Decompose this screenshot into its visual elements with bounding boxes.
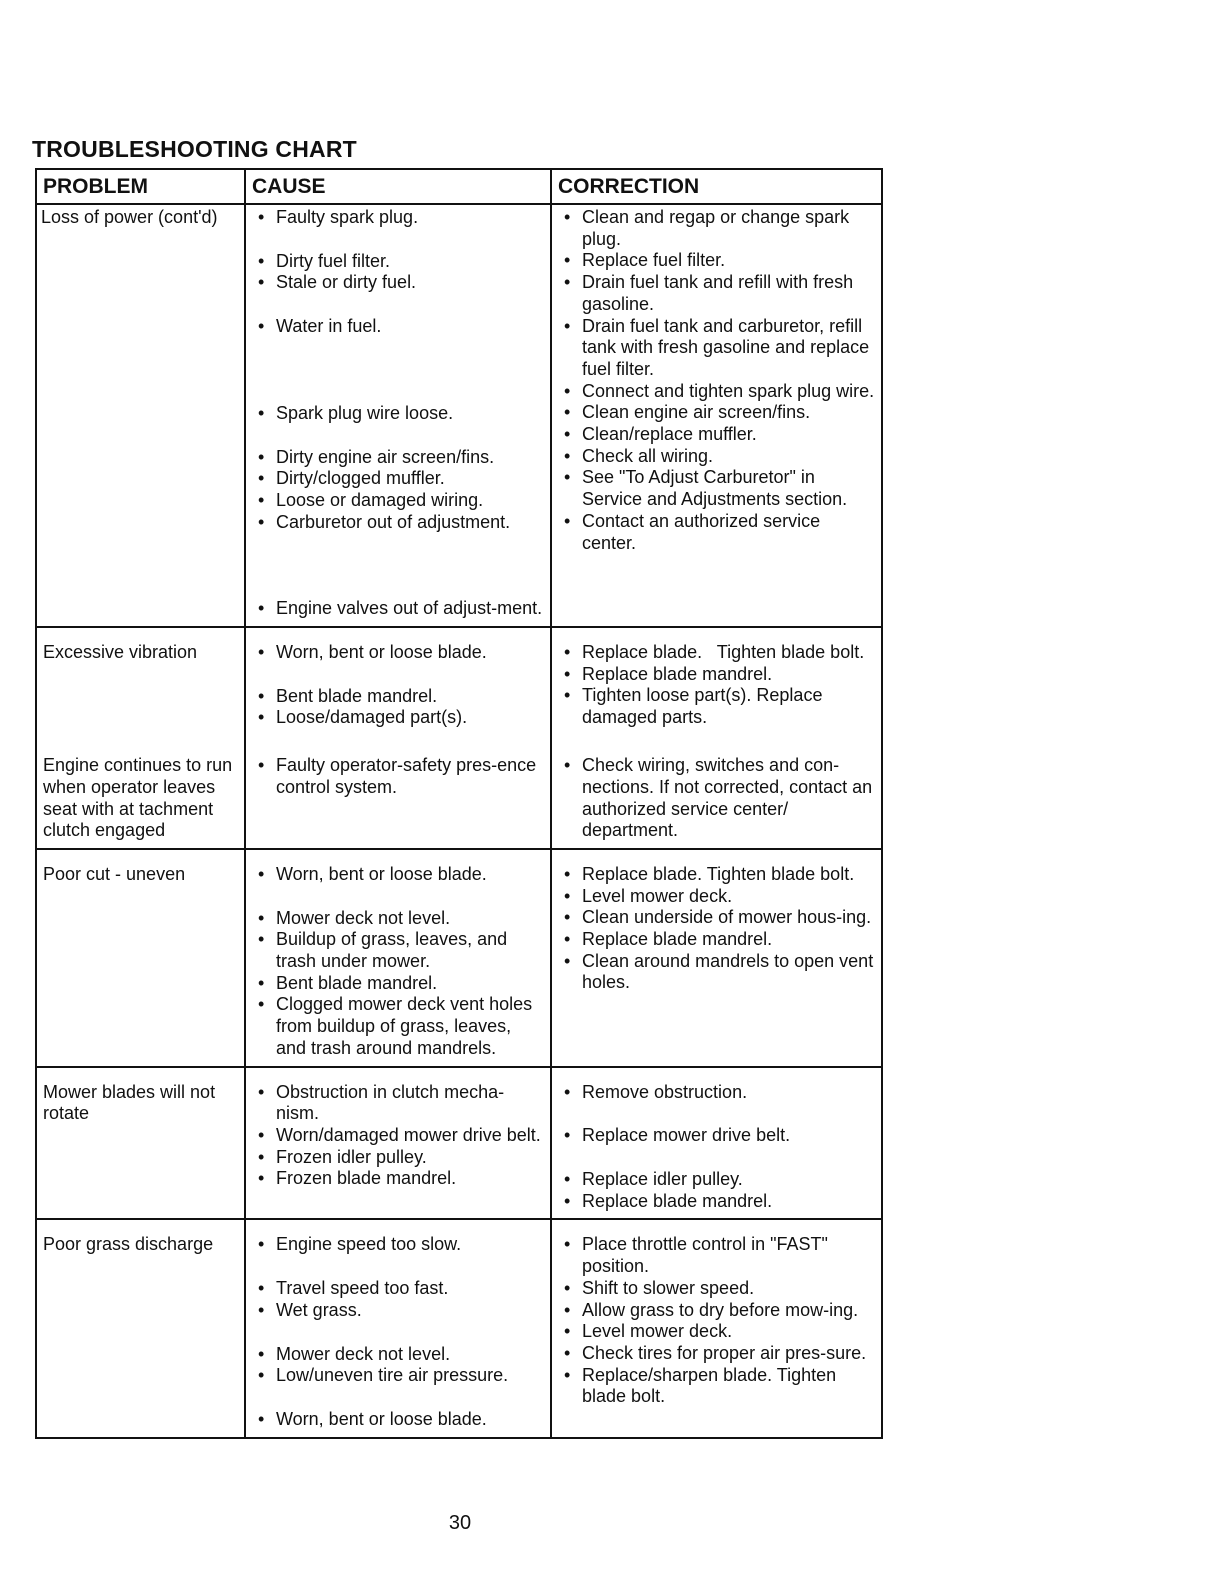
problem-cell: Poor grass discharge [36, 1219, 245, 1437]
correction-item: • Connect and tighten spark plug wire. [558, 381, 875, 403]
cause-item: • Dirty/clogged muffler. [252, 468, 544, 490]
correction-item: • Drain fuel tank and carburetor, refill tank with fresh gasoline and replace fuel filter. [558, 316, 875, 381]
problem-cell: Loss of power (cont'd) [36, 204, 245, 627]
cause-item: • Obstruction in clutch mecha-nism. [252, 1082, 544, 1125]
table-row [36, 627, 882, 735]
page-title: TROUBLESHOOTING CHART [32, 136, 357, 162]
problem-cell: Excessive vibration [36, 627, 245, 735]
cause-item: • Engine speed too slow. [252, 1234, 544, 1256]
correction-item: • Clean engine air screen/fins. [558, 402, 875, 424]
cause-item: • Clogged mower deck vent holes from buildup of grass, leaves, and trash around mandrels. [252, 994, 544, 1059]
cause-item: • Loose or damaged wiring. [252, 490, 544, 512]
cause-item: • Carburetor out of adjustment. [252, 512, 544, 534]
cause-item: • Low/uneven tire air pressure. [252, 1365, 544, 1387]
correction-item: • Tighten loose part(s). Replace damaged parts. [558, 685, 875, 728]
header-cause: CAUSE [245, 169, 551, 204]
correction-item: • Replace fuel filter. [558, 250, 875, 272]
problem-cell: Mower blades will not rotate [36, 1067, 245, 1220]
cause-item: • Worn/damaged mower drive belt. [252, 1125, 544, 1147]
correction-item: • Contact an authorized service center. [558, 511, 875, 554]
correction-item: • Level mower deck. [558, 886, 875, 908]
problem-cell: Engine continues to run when operator leaves seat with at tachment clutch engaged [36, 735, 245, 849]
correction-item: • Check tires for proper air pres-sure. [558, 1343, 875, 1365]
cause-item: • Dirty fuel filter. [252, 251, 544, 273]
correction-item: • Replace/sharpen blade. Tighten blade bolt. [558, 1365, 875, 1408]
cause-cell [245, 627, 551, 735]
cause-item: • Engine valves out of adjust-ment. [252, 598, 544, 620]
correction-item: • Clean and regap or change spark plug. [558, 207, 875, 250]
correction-item: • Replace blade mandrel. [558, 664, 875, 686]
correction-item: • Clean underside of mower hous-ing. [558, 907, 875, 929]
correction-item: • Replace blade. Tighten blade bolt. [558, 642, 875, 664]
cause-item: • Worn, bent or loose blade. [252, 1409, 544, 1431]
correction-item: • Check all wiring. [558, 446, 875, 468]
page-number: 30 [448, 1512, 472, 1534]
table-row [36, 1067, 882, 1220]
cause-item: • Wet grass. [252, 1300, 544, 1322]
cause-item: • Buildup of grass, leaves, and trash under mower. [252, 929, 544, 972]
correction-cell [551, 627, 882, 735]
correction-cell [551, 1067, 882, 1220]
correction-item: • Clean around mandrels to open vent holes. [558, 951, 875, 994]
correction-item: • Clean/replace muffler. [558, 424, 875, 446]
correction-cell [551, 849, 882, 1067]
cause-cell [245, 735, 551, 849]
correction-item: • Place throttle control in "FAST" position. [558, 1234, 875, 1277]
cause-item: • Bent blade mandrel. [252, 973, 544, 995]
correction-cell [551, 204, 882, 627]
correction-item: • Replace blade mandrel. [558, 929, 875, 951]
cause-item: • Frozen blade mandrel. [252, 1168, 544, 1190]
cause-item: • Worn, bent or loose blade. [252, 642, 544, 664]
cause-item: • Mower deck not level. [252, 908, 544, 930]
correction-item: • Replace blade mandrel. [558, 1191, 875, 1213]
cause-cell [245, 1067, 551, 1220]
troubleshooting-table [35, 168, 883, 1439]
correction-cell [551, 1219, 882, 1437]
cause-cell [245, 1219, 551, 1437]
correction-item: • Replace blade. Tighten blade bolt. [558, 864, 875, 886]
table-row [36, 735, 882, 849]
cause-cell [245, 849, 551, 1067]
cause-item: • Worn, bent or loose blade. [252, 864, 544, 886]
correction-item: • Replace mower drive belt. [558, 1125, 875, 1147]
cause-item: • Water in fuel. [252, 316, 544, 338]
correction-item: • Replace idler pulley. [558, 1169, 875, 1191]
cause-item: • Faulty spark plug. [252, 207, 544, 229]
cause-item: • Spark plug wire loose. [252, 403, 544, 425]
correction-item: • Drain fuel tank and refill with fresh gasoline. [558, 272, 875, 315]
header-row [36, 169, 882, 204]
cause-item: • Loose/damaged part(s). [252, 707, 544, 729]
header-problem: PROBLEM [36, 169, 245, 204]
correction-item: • Remove obstruction. [558, 1082, 875, 1104]
header-correction: CORRECTION [551, 169, 882, 204]
cause-item: • Mower deck not level. [252, 1344, 544, 1366]
cause-item: • Travel speed too fast. [252, 1278, 544, 1300]
correction-item: • Shift to slower speed. [558, 1278, 875, 1300]
correction-item: • Allow grass to dry before mow-ing. [558, 1300, 875, 1322]
cause-item: • Bent blade mandrel. [252, 686, 544, 708]
correction-cell [551, 735, 882, 849]
cause-item: • Faulty operator-safety pres-ence control system. [252, 755, 544, 798]
table-row [36, 1219, 882, 1437]
cause-item: • Stale or dirty fuel. [252, 272, 544, 294]
cause-item: • Dirty engine air screen/fins. [252, 447, 544, 469]
cause-item: • Frozen idler pulley. [252, 1147, 544, 1169]
table-row [36, 204, 882, 627]
table-row [36, 849, 882, 1067]
cause-cell [245, 204, 551, 627]
problem-cell: Poor cut - uneven [36, 849, 245, 1067]
correction-item: • See "To Adjust Carburetor" in Service and Adjustments section. [558, 467, 875, 510]
correction-item: • Level mower deck. [558, 1321, 875, 1343]
correction-item: • Check wiring, switches and con-nections. If not corrected, contact an authorized service center/ department. [558, 755, 875, 842]
